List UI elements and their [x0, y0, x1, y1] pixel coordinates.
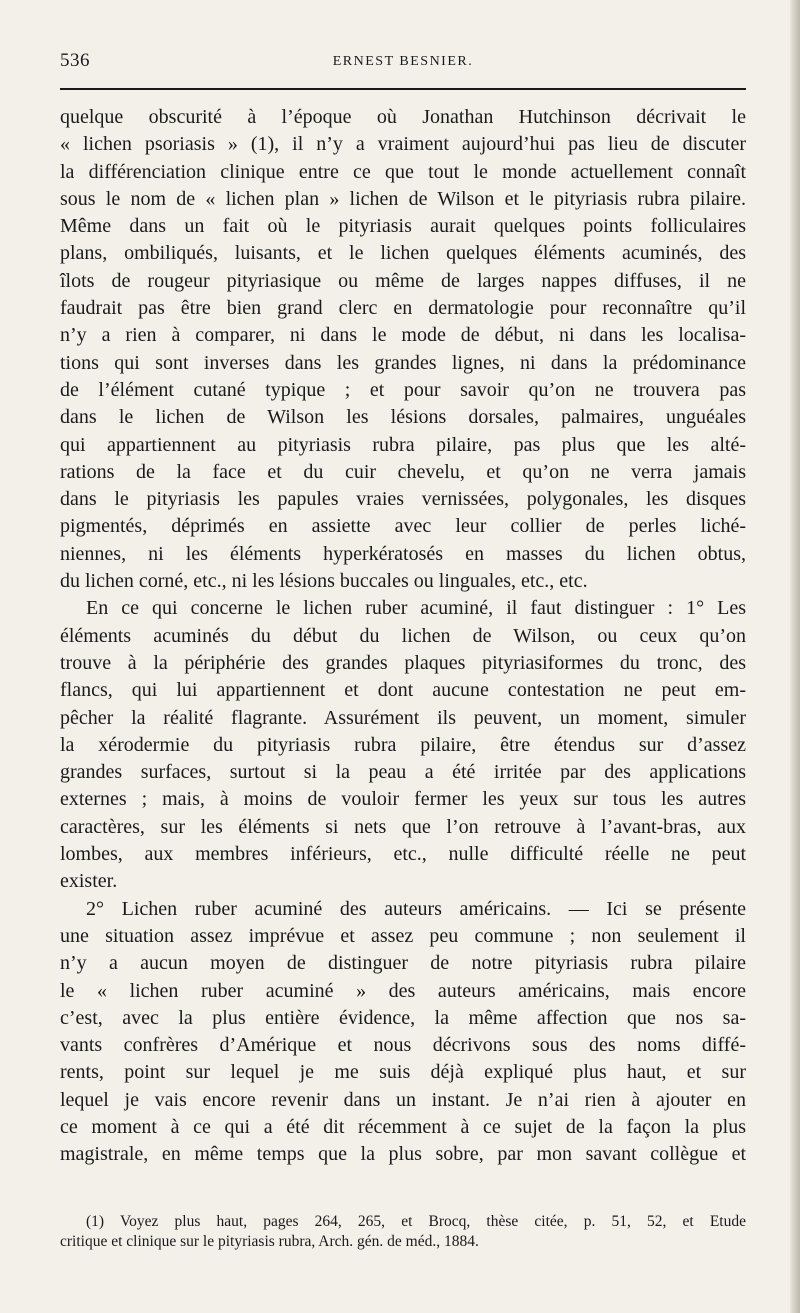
text-line: rations de la face et du cuir chevelu, et qu’on ne verra jamais: [60, 460, 746, 483]
text-line: faudrait pas être bien grand clerc en dermatologie pour reconnaître qu’il: [60, 297, 746, 320]
text-line: externes ; mais, à moins de vouloir fermer les yeux sur tous les autres: [60, 788, 746, 811]
text-line: îlots de rougeur pityriasique ou même de larges nappes diffuses, il ne: [60, 269, 746, 292]
text-line: vants confrères d’Amérique et nous décrivons sous des noms diffé-: [60, 1034, 746, 1057]
text-line: c’est, avec la plus entière évidence, la même affection que nos sa-: [60, 1006, 746, 1029]
text-line: n’y a aucun moyen de distinguer de notre pityriasis rubra pilaire: [60, 952, 746, 975]
text-line: dans le lichen de Wilson les lésions dorsales, palmaires, unguéales: [60, 406, 746, 429]
text-line: plans, ombiliqués, luisants, et le lichen quelques éléments acuminés, des: [60, 242, 746, 265]
text-line: ce moment à ce qui a été dit récemment à ce sujet de la façon la plus: [60, 1115, 746, 1138]
text-line: sous le nom de « lichen plan » lichen de Wilson et le pityriasis rubra pilaire.: [60, 187, 746, 210]
text-line: En ce qui concerne le lichen ruber acuminé, il faut distinguer : 1° Les: [86, 597, 746, 620]
text-line: trouve à la périphérie des grandes plaques pityriasiformes du tronc, des: [60, 651, 746, 674]
text-line: magistrale, en même temps que la plus sobre, par mon savant collègue et: [60, 1143, 746, 1166]
footnote-line: critique et clinique sur le pityriasis rubra, Arch. gén. de méd., 1884.: [60, 1233, 479, 1250]
text-line: de l’élément cutané typique ; et pour savoir qu’on ne trouvera pas: [60, 378, 746, 401]
body-text: [60, 104, 746, 1169]
footnote-line: (1) Voyez plus haut, pages 264, 265, et Brocq, thèse citée, p. 51, 52, et Etude: [86, 1213, 746, 1230]
text-line: caractères, sur les éléments si nets que l’on retrouve à l’avant-bras, aux: [60, 815, 746, 838]
text-line: lombes, aux membres inférieurs, etc., nulle difficulté réelle ne peut: [60, 843, 746, 866]
text-line: exister.: [60, 870, 118, 893]
text-line: quelque obscurité à l’époque où Jonathan Hutchinson décrivait le: [60, 106, 746, 128]
text-line: le « lichen ruber acuminé » des auteurs américains, mais encore: [60, 979, 746, 1002]
text-line: qui appartiennent au pityriasis rubra pilaire, pas plus que les alté-: [60, 433, 746, 456]
text-line: du lichen corné, etc., ni les lésions buccales ou linguales, etc., etc.: [60, 570, 588, 593]
header-rule: [60, 88, 746, 90]
text-line: « lichen psoriasis » (1), il n’y a vraiment aujourd’hui pas lieu de discuter: [60, 133, 746, 156]
text-line: flancs, qui lui appartiennent et dont aucune contestation ne peut em-: [60, 679, 746, 702]
text-line: la différenciation clinique entre ce que tout le monde actuellement connaît: [60, 160, 746, 183]
text-line: éléments acuminés du début du lichen de Wilson, ou ceux qu’on: [60, 624, 746, 647]
text-line: n’y a rien à comparer, ni dans le mode de début, ni dans les localisa-: [60, 324, 746, 347]
text-line: lequel je vais encore revenir dans un instant. Je n’ai rien à ajouter en: [60, 1088, 746, 1111]
text-line: une situation assez imprévue et assez peu commune ; non seulement il: [60, 924, 746, 947]
text-line: tions qui sont inverses dans les grandes lignes, ni dans la prédominance: [60, 351, 746, 374]
text-line: pigmentés, déprimés en assiette avec leur collier de perles liché-: [60, 515, 746, 538]
text-line: dans le pityriasis les papules vraies vernissées, polygonales, les disques: [60, 488, 746, 511]
text-line: 2° Lichen ruber acuminé des auteurs américains. — Ici se présente: [86, 897, 746, 920]
text-line: grandes surfaces, surtout si la peau a été irritée par des applications: [60, 761, 746, 784]
page-edge-shadow: [790, 0, 800, 1313]
text-line: rents, point sur lequel je me suis déjà expliqué plus haut, et sur: [60, 1061, 746, 1084]
text-line: pêcher la réalité flagrante. Assurément ils peuvent, un moment, simuler: [60, 706, 746, 729]
page-header: [60, 48, 746, 76]
running-head: ERNEST BESNIER.: [332, 54, 474, 69]
page-number: 536: [60, 50, 90, 71]
text-line: niennes, ni les éléments hyperkératosés en masses du lichen obtus,: [60, 542, 746, 565]
footnotes: [60, 1212, 746, 1252]
text-line: la xérodermie du pityriasis rubra pilaire, être étendus sur d’assez: [60, 733, 746, 756]
text-line: Même dans un fait où le pityriasis aurait quelques points folliculaires: [60, 215, 746, 238]
